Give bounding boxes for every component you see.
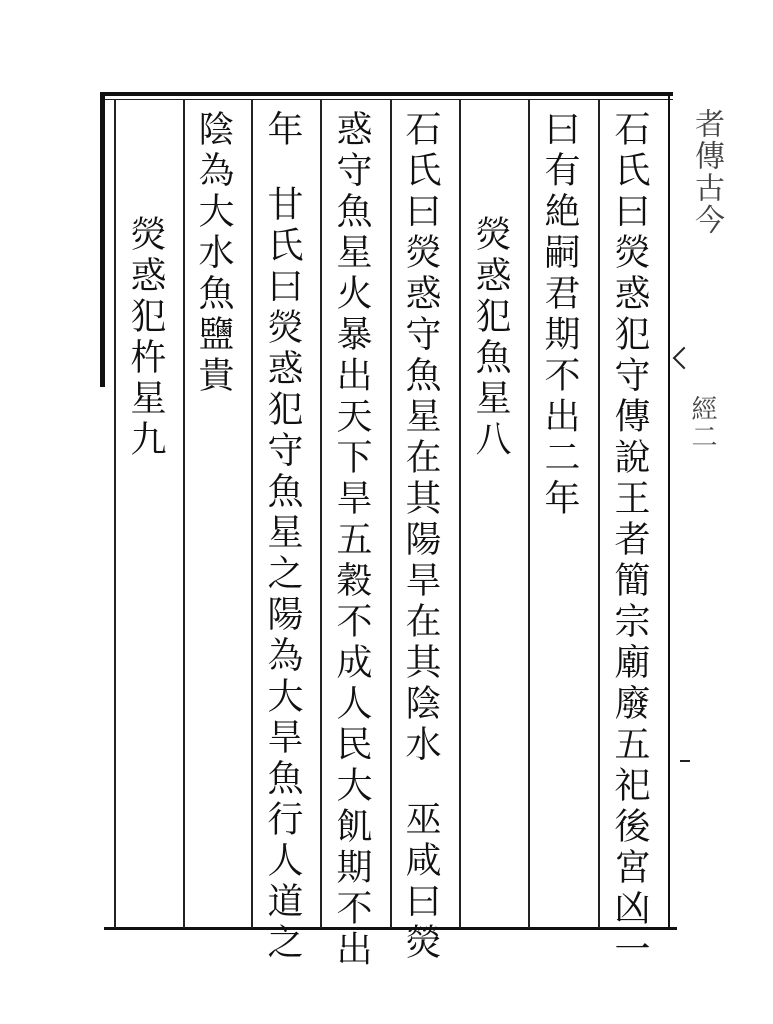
column-rule [114, 100, 116, 928]
text-column-8 [123, 215, 167, 461]
column-text: 陰為大水魚鹽貴 [193, 110, 234, 397]
frame-right-rule [668, 92, 670, 927]
margin-title [684, 108, 728, 236]
frame-top-rule [100, 92, 673, 96]
column-text-continued: 巫咸曰熒 [400, 800, 441, 964]
margin-section-text: 經二 [687, 395, 717, 451]
frame-top-inner-rule [100, 99, 673, 100]
text-column-7 [191, 110, 235, 397]
text-column-6 [260, 110, 304, 964]
column-text: 惑守魚星火暴出天下旱五穀不成人民大飢期不出 [331, 110, 372, 971]
text-column-1 [607, 110, 651, 971]
frame-left-rule [100, 92, 105, 387]
text-column-3 [468, 215, 512, 461]
column-text: 熒惑犯杵星九 [125, 215, 166, 461]
column-rule [183, 100, 185, 928]
fold-mark-icon [673, 347, 696, 370]
column-text: 年 [262, 110, 303, 151]
column-text: 熒惑犯魚星八 [470, 215, 511, 461]
column-text: 曰有絶嗣君期不出二年 [539, 110, 580, 520]
margin-section [684, 395, 721, 451]
column-text-continued: 甘氏曰熒惑犯守魚星之陽為大旱魚行人道之 [262, 185, 303, 964]
column-text: 石氏曰熒惑犯守傳說王者簡宗廟廢五祀後宮凶一 [609, 110, 650, 971]
column-rule [320, 100, 322, 928]
fold-line [680, 760, 690, 762]
text-column-5 [329, 110, 373, 971]
column-rule [251, 100, 253, 928]
column-rule [528, 100, 530, 928]
column-rule [390, 100, 392, 928]
margin-title-text: 者傳古今 [689, 108, 724, 236]
column-rule [598, 100, 600, 928]
column-text: 石氏曰熒惑守魚星在其陽旱在其陰水 [400, 110, 441, 766]
text-column-2 [537, 110, 581, 520]
text-column-4 [398, 110, 442, 964]
column-rule [459, 100, 461, 928]
